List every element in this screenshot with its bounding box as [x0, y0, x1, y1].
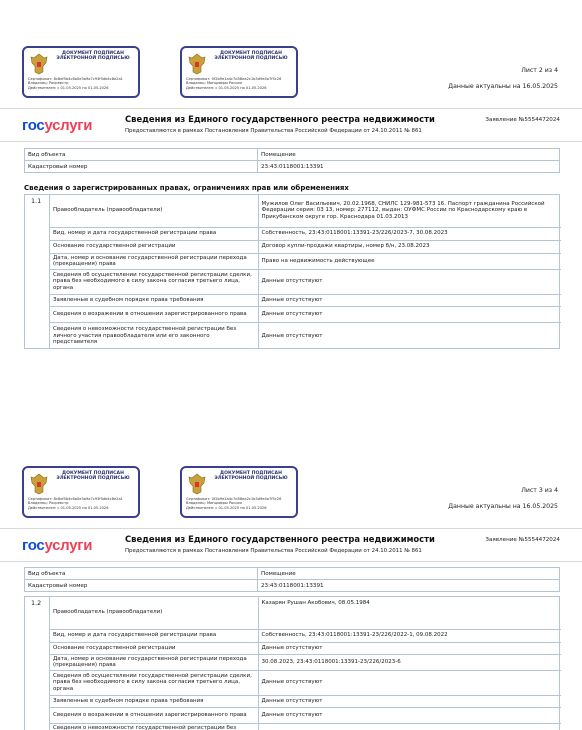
statement-number: Заявление №5554472024	[485, 537, 560, 543]
document-subtitle: Предоставляются в рамках Постановления Правительства Российской Федерации от 24.10.2011 № 861	[125, 128, 422, 134]
rights-number: 1.1	[25, 195, 50, 348]
page-meta	[448, 484, 558, 514]
coat-of-arms-icon	[186, 52, 208, 76]
signature-stamp-rosreestr	[22, 46, 140, 98]
table-row: Сведения о невозможности государственной регистрации без	[50, 723, 561, 730]
table-row: Сведения о возражении в отношении зарегистрированного права Данные отсутствуют	[50, 306, 561, 322]
rights-number: 1.2	[25, 597, 50, 730]
object-type-value: Помещение	[258, 568, 560, 580]
table-row: Заявленные в судебном порядке права требования Данные отсутствуют	[50, 294, 561, 306]
stamp-title: ДОКУМЕНТ ПОДПИСАН ЭЛЕКТРОННОЙ ПОДПИСЬЮ	[214, 51, 288, 62]
signature-stamp-mintsifry	[180, 466, 298, 518]
document-title: Сведения из Единого государственного реестра недвижимости	[125, 114, 435, 124]
rights-heading: Сведения о зарегистрированных правах, ограничениях прав или обременениях	[24, 184, 349, 192]
table-row	[25, 161, 560, 173]
data-date: Данные актуальны на 16.05.2025	[448, 503, 558, 510]
table-row: Основание государственной регистрации Данные отсутствуют	[50, 642, 561, 654]
table-row: Дата, номер и основание государственной регистрации перехода (прекращения) права Право на недвижимость действующее	[50, 253, 561, 269]
cadastral-label: Кадастровый номер	[25, 161, 258, 173]
object-type-label: Вид объекта	[25, 568, 258, 580]
stamp-details: Сертификат: 0f2b9e1a4c7d58ea2c1b3d9e4a7f5c26 Владелец: Минцифры России Действителен: с 01.05.2025 по 01.05.2026	[186, 497, 282, 510]
gosuslugi-logo: госуслуги	[22, 117, 93, 134]
coat-of-arms-icon	[28, 472, 50, 496]
signature-stamp-rosreestr	[22, 466, 140, 518]
coat-of-arms-icon	[186, 472, 208, 496]
data-date: Данные актуальны на 16.05.2025	[448, 83, 558, 90]
table-row: Правообладатель (правообладатели) Казарян Рушан Акобович, 08.05.1984	[50, 597, 561, 629]
table-row: Правообладатель (правообладатели) Мужилов Олег Васильевич, 20.02.1968, СНИЛС 129-981-573 16. Паспорт гражданина Российской Федерации серия: 03 13, номер: 277112, выдан: ОУФМС России по Краснодарскому краю в Прикубанском округе гор. Краснодара 01.03.2013	[50, 195, 561, 227]
object-table	[24, 567, 560, 592]
document-header	[0, 528, 582, 562]
object-type-label: Вид объекта	[25, 149, 258, 161]
rights-table	[50, 195, 561, 349]
object-type-value: Помещение	[258, 149, 560, 161]
signature-stamp-mintsifry	[180, 46, 298, 98]
stamp-details: Сертификат: 0f2b9e1a4c7d58ea2c1b3d9e4a7f5c26 Владелец: Минцифры России Действителен: с 01.05.2025 по 01.05.2026	[186, 77, 282, 90]
table-row: Основание государственной регистрации Договор купли-продажи квартиры, номер б/н, 23.08.2023	[50, 240, 561, 253]
cadastral-label: Кадастровый номер	[25, 580, 258, 592]
page-meta	[448, 64, 558, 94]
gosuslugi-logo: госуслуги	[22, 537, 93, 554]
table-row: Заявленные в судебном порядке права требования Данные отсутствуют	[50, 695, 561, 707]
table-row	[25, 149, 560, 161]
table-row: Сведения об осуществлении государственной регистрации сделки, права без необходимого в силу закона согласия третьего лица, органа Данные отсутствуют	[50, 670, 561, 695]
cadastral-value: 23:43:0118001:13391	[258, 161, 560, 173]
coat-of-arms-icon	[28, 52, 50, 76]
stamp-details: Сертификат: 8c8ef5b4c6a0e3a9a7c93f5db4c8e2a1 Владелец: Росреестр Действителен: с 01.05.2025 по 01.05.2026	[28, 497, 123, 510]
page-number: Лист 2 из 4	[521, 67, 558, 74]
statement-number: Заявление №5554472024	[485, 117, 560, 123]
table-row	[25, 568, 560, 580]
rights-table	[50, 597, 561, 730]
stamp-title: ДОКУМЕНТ ПОДПИСАН ЭЛЕКТРОННОЙ ПОДПИСЬЮ	[56, 51, 130, 62]
table-row: Сведения об осуществлении государственной регистрации сделки, права без необходимого в силу закона согласия третьего лица, органа Данные отсутствуют	[50, 269, 561, 294]
table-row: Дата, номер и основание государственной регистрации перехода (прекращения) права 30.08.2023, 23:43:0118001:13391-23/226/2023-6	[50, 654, 561, 670]
rights-block-1	[24, 194, 560, 349]
table-row: Сведения о возражении в отношении зарегистрированного права Данные отсутствуют	[50, 707, 561, 723]
table-row: Вид, номер и дата государственной регистрации права Собственность, 23:43:0118001:13391-23/226/2022-1, 09.08.2022	[50, 629, 561, 642]
cadastral-value: 23:43:0118001:13391	[258, 580, 560, 592]
object-table	[24, 148, 560, 173]
table-row: Вид, номер и дата государственной регистрации права Собственность, 23:43:0118001:13391-23/226/2023-7, 30.08.2023	[50, 227, 561, 240]
stamp-title: ДОКУМЕНТ ПОДПИСАН ЭЛЕКТРОННОЙ ПОДПИСЬЮ	[214, 471, 288, 482]
stamp-title: ДОКУМЕНТ ПОДПИСАН ЭЛЕКТРОННОЙ ПОДПИСЬЮ	[56, 471, 130, 482]
table-row: Сведения о невозможности государственной регистрации без личного участия правообладателя или его законного представителя Данные отсутствуют	[50, 322, 561, 349]
table-row	[25, 580, 560, 592]
stamp-details: Сертификат: 8c8ef5b4c6a0e3a9a7c93f5db4c8e2a1 Владелец: Росреестр Действителен: с 01.05.2025 по 01.05.2026	[28, 77, 123, 90]
document-subtitle: Предоставляются в рамках Постановления Правительства Российской Федерации от 24.10.2011 № 861	[125, 548, 422, 554]
rights-block-2	[24, 596, 560, 730]
page-number: Лист 3 из 4	[521, 487, 558, 494]
document-title: Сведения из Единого государственного реестра недвижимости	[125, 534, 435, 544]
document-header	[0, 108, 582, 142]
page-3	[0, 420, 582, 730]
